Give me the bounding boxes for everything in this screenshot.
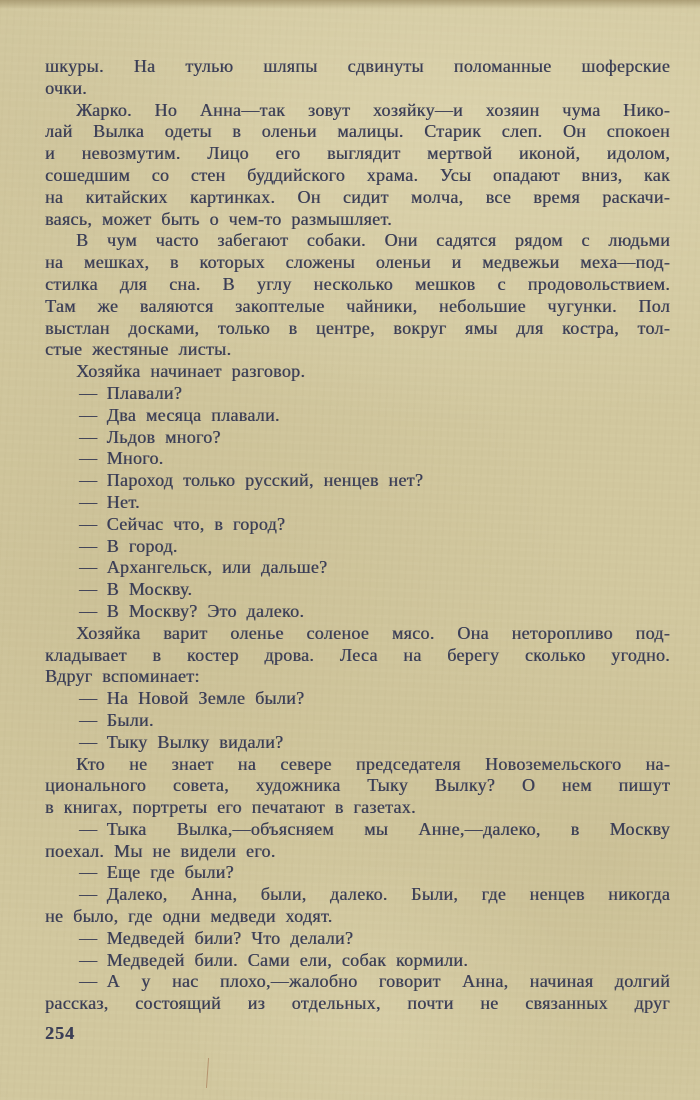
text-line: Там же валяются закоптелые чайники, небольшие чугунки. Пол: [45, 295, 670, 316]
text-line: стые жестяные листы.: [45, 339, 232, 360]
text-line: стилка для сна. В углу несколько мешков с продовольствием.: [45, 273, 670, 294]
text-line: Вдруг вспоминает:: [45, 666, 200, 687]
text-line: — Тыка Вылка,—объясняем мы Анне,—далеко, в Москву: [79, 818, 670, 839]
text-line: шкуры. На тулью шляпы сдвинуты поломанные шоферские: [45, 56, 670, 76]
page-number: 254: [45, 1023, 75, 1043]
text-line: Хозяйка начинает разговор.: [76, 361, 306, 382]
text-line: ционального совета, художника Тыку Вылку? О нем пишут: [45, 775, 670, 796]
text-line: сошедшим со стен буддийского храма. Усы опадают вниз, как: [45, 164, 670, 185]
text-line: Хозяйка варит оленье соленое мясо. Она неторопливо под-: [76, 622, 670, 643]
text-line: на китайских картинках. Он сидит молча, все время раскачи-: [45, 186, 670, 207]
text-line: лай Вылка одеты в оленьи малицы. Старик слеп. Он спокоен: [45, 121, 670, 142]
text-line: ваясь, может быть о чем-то размышляет.: [45, 208, 392, 229]
text-line: — Медведей били. Сами ели, собак кормили.: [79, 949, 469, 970]
text-line: на мешках, в которых сложены оленьи и медвежьи меха—под-: [45, 252, 670, 273]
paper-top-edge-shading: [0, 0, 700, 9]
text-line: Кто не знает на севере председателя Новоземельского на-: [76, 753, 670, 774]
text-line: — На Новой Земле были?: [79, 688, 305, 709]
text-line: — Много.: [79, 448, 164, 469]
text-line: кладывает в костер дрова. Леса на берегу сколько угодно.: [45, 644, 670, 665]
text-line: — Пароход только русский, ненцев нет?: [79, 470, 424, 491]
text-line: — Были.: [79, 709, 154, 730]
text-line: — В город.: [79, 535, 178, 556]
text-line: очки.: [45, 77, 87, 98]
paper-scratch: [206, 1058, 209, 1088]
text-line: — Далеко, Анна, были, далеко. Были, где ненцев никогда: [79, 884, 670, 905]
text-line: не было, где одни медведи ходят.: [45, 906, 333, 927]
text-line: — А у нас плохо,—жалобно говорит Анна, начиная долгий: [79, 971, 670, 992]
text-line: выстлан досками, только в центре, вокруг ямы для костра, тол-: [45, 317, 670, 338]
text-line: — В Москву.: [79, 579, 193, 600]
text-line: — В Москву? Это далеко.: [79, 600, 305, 621]
text-line: — Еще где были?: [79, 862, 234, 883]
text-line: поехал. Мы не видели его.: [45, 840, 276, 861]
text-line: В чум часто забегают собаки. Они садятся рядом с людьми: [76, 230, 670, 251]
text-line: — Сейчас что, в город?: [79, 513, 286, 534]
text-line: и невозмутим. Лицо его выглядит мертвой иконой, идолом,: [45, 143, 670, 164]
text-line: в книгах, портреты его печатают в газетах.: [45, 797, 416, 818]
text-line: Жарко. Но Анна—так зовут хозяйку—и хозяин чума Нико-: [76, 99, 670, 120]
text-line: — Льдов много?: [79, 426, 221, 447]
text-line: — Нет.: [79, 491, 140, 512]
text-line: — Архангельск, или дальше?: [79, 557, 328, 578]
text-line: — Плавали?: [79, 382, 182, 403]
text-line: — Медведей били? Что делали?: [79, 927, 354, 948]
text-line: — Два месяца плавали.: [79, 404, 280, 425]
text-line: рассказ, состоящий из отдельных, почти не связанных друг: [45, 993, 670, 1014]
page-text: [45, 56, 670, 1015]
text-line: — Тыку Вылку видали?: [79, 731, 284, 752]
